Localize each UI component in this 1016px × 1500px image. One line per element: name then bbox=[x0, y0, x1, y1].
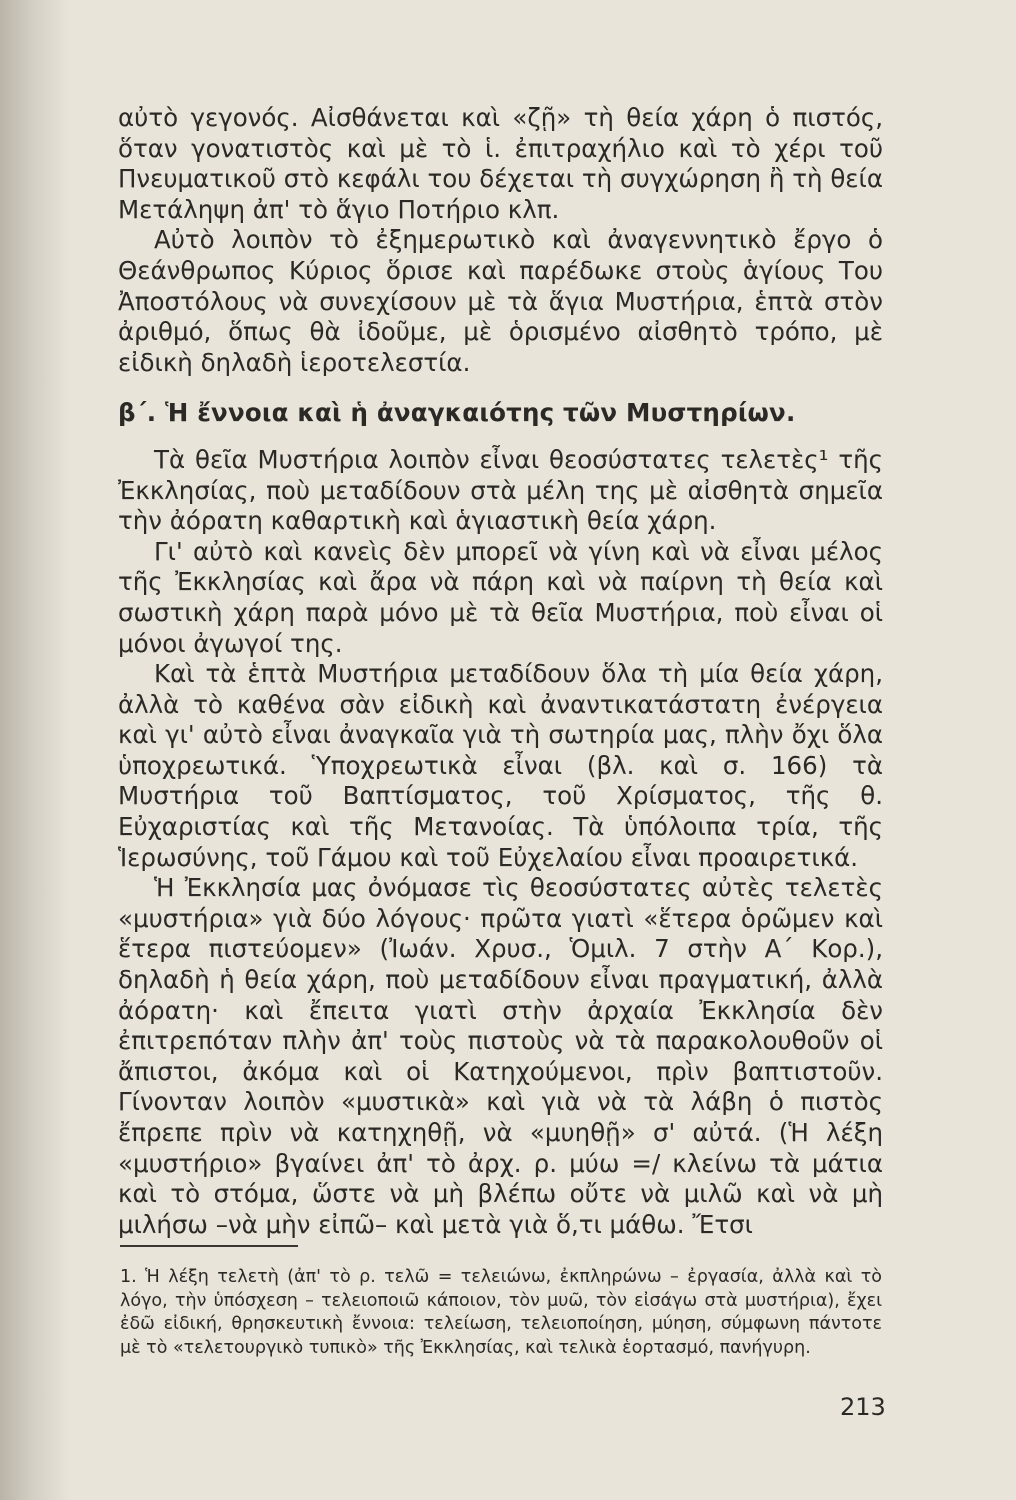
page-number: 213 bbox=[840, 1393, 886, 1421]
section-heading: β΄. Ἡ ἔννοια καὶ ἡ ἀναγκαιότης τῶν Μυστηρίων. bbox=[118, 398, 796, 428]
page-edge-shadow bbox=[0, 0, 70, 1500]
paragraph-top: αὐτὸ γεγονός. Αἰσθάνεται καὶ «ζῇ» τὴ θεία χάρη ὁ πιστός, ὅταν γονατιστὸς καὶ μὲ τὸ ἱ. ἐπιτραχήλιο καὶ τὸ χέρι τοῦ Πνευματικοῦ στὸ κεφάλι του δέχεται τὴ συγχώρηση ἢ τὴ θεία Μετάληψη ἀπ' τὸ ἅγιο Ποτήριο κλπ. bbox=[118, 103, 883, 224]
paragraph-2: Αὐτὸ λοιπὸν τὸ ἐξημερωτικὸ καὶ ἀναγεννητικὸ ἔργο ὁ Θεάνθρωπος Κύριος ὅρισε καὶ παρέδωκε στοὺς ἁγίους Του Ἀποστόλους νὰ συνεχίσουν μὲ τὰ ἅγια Μυστήρια, ἑπτὰ στὸν ἀριθμό, ὅπως θὰ ἰδοῦμε, μὲ ὁρισμένο αἰσθητὸ τρόπο, μὲ εἰδικὴ δηλαδὴ ἱεροτελεστία. bbox=[118, 225, 883, 377]
footnote: 1. Ἡ λέξη τελετὴ (ἀπ' τὸ ρ. τελῶ = τελειώνω, ἐκπληρώνω – ἐργασία, ἀλλὰ καὶ τὸ λόγο, τὴν ὑπόσχεση – τελειοποιῶ κάποιον, τὸν μυῶ, τὸν εἰσάγω στὰ μυστήρια), ἔχει ἐδῶ εἰδική, θρησκευτικὴ ἔννοια: τελείωση, τελειοποίηση, μύηση, σύμφωνη πάντοτε μὲ τὸ «τελετουργικὸ τυπικὸ» τῆς Ἐκκλησίας, καὶ τελικὰ ἑορτασμό, πανήγυρη. bbox=[120, 1267, 882, 1358]
paragraph-6: Ἡ Ἐκκλησία μας ὀνόμασε τὶς θεοσύστατες αὐτὲς τελετὲς «μυστήρια» γιὰ δύο λόγους· πρῶτα γιατὶ «ἕτερα ὁρῶμεν καὶ ἕτερα πιστεύομεν» (Ἰωάν. Χρυσ., Ὁμιλ. 7 στὴν Α΄ Κορ.), δηλαδὴ ἡ θεία χάρη, ποὺ μεταδίδουν εἶναι πραγματική, ἀλλὰ ἀόρατη· καὶ ἔπειτα γιατὶ στὴν ἀρχαία Ἐκκλησία δὲν ἐπιτρεπόταν πλὴν ἀπ' τοὺς πιστοὺς νὰ τὰ παρακολουθοῦν οἱ ἄπιστοι, ἀκόμα καὶ οἱ Κατηχούμενοι, πρὶν βαπτιστοῦν. Γίνονταν λοιπὸν «μυστικὰ» καὶ γιὰ νὰ τὰ λάβη ὁ πιστὸς ἔπρεπε πρὶν νὰ κατηχηθῇ, νὰ «μυηθῇ» σ' αὐτά. (Ἡ λέξη «μυστήριο» βγαίνει ἀπ' τὸ ἀρχ. ρ. μύω =/ κλείνω τὰ μάτια καὶ τὸ στόμα, ὥστε νὰ μὴ βλέπω οὔτε νὰ μιλῶ καὶ νὰ μὴ μιλήσω –νὰ μὴν εἰπῶ– καὶ μετὰ γιὰ ὅ,τι μάθω. Ἔτσι bbox=[118, 873, 883, 1239]
footnote-divider bbox=[120, 1245, 298, 1247]
paragraph-4: Γι' αὐτὸ καὶ κανεὶς δὲν μπορεῖ νὰ γίνη καὶ νὰ εἶναι μέλος τῆς Ἐκκλησίας καὶ ἄρα νὰ πάρη καὶ νὰ παίρνη τὴ θεία καὶ σωστικὴ χάρη παρὰ μόνο μὲ τὰ θεῖα Μυστήρια, ποὺ εἶναι οἱ μόνοι ἀγωγοί της. bbox=[118, 536, 883, 658]
paragraph-5: Καὶ τὰ ἑπτὰ Μυστήρια μεταδίδουν ὅλα τὴ μία θεία χάρη, ἀλλὰ τὸ καθένα σὰν εἰδικὴ καὶ ἀναντικατάστατη ἐνέργεια καὶ γι' αὐτὸ εἶναι ἀναγκαῖα γιὰ τὴ σωτηρία μας, πλὴν ὄχι ὅλα ὑποχρεωτικά. Ὑποχρεωτικὰ εἶναι (βλ. καὶ σ. 166) τὰ Μυστήρια τοῦ Βαπτίσματος, τοῦ Χρίσματος, τῆς θ. Εὐχαριστίας καὶ τῆς Μετανοίας. Τὰ ὑπόλοιπα τρία, τῆς Ἱερωσύνης, τοῦ Γάμου καὶ τοῦ Εὐχελαίου εἶναι προαιρετικά. bbox=[118, 659, 883, 872]
book-page bbox=[118, 103, 883, 1240]
paragraph-3: Τὰ θεῖα Μυστήρια λοιπὸν εἶναι θεοσύστατες τελετὲς¹ τῆς Ἐκκλησίας, ποὺ μεταδίδουν στὰ μέλη της μὲ αἰσθητὰ σημεῖα τὴν ἀόρατη καθαρτικὴ καὶ ἁγιαστικὴ θεία χάρη. bbox=[118, 444, 883, 536]
